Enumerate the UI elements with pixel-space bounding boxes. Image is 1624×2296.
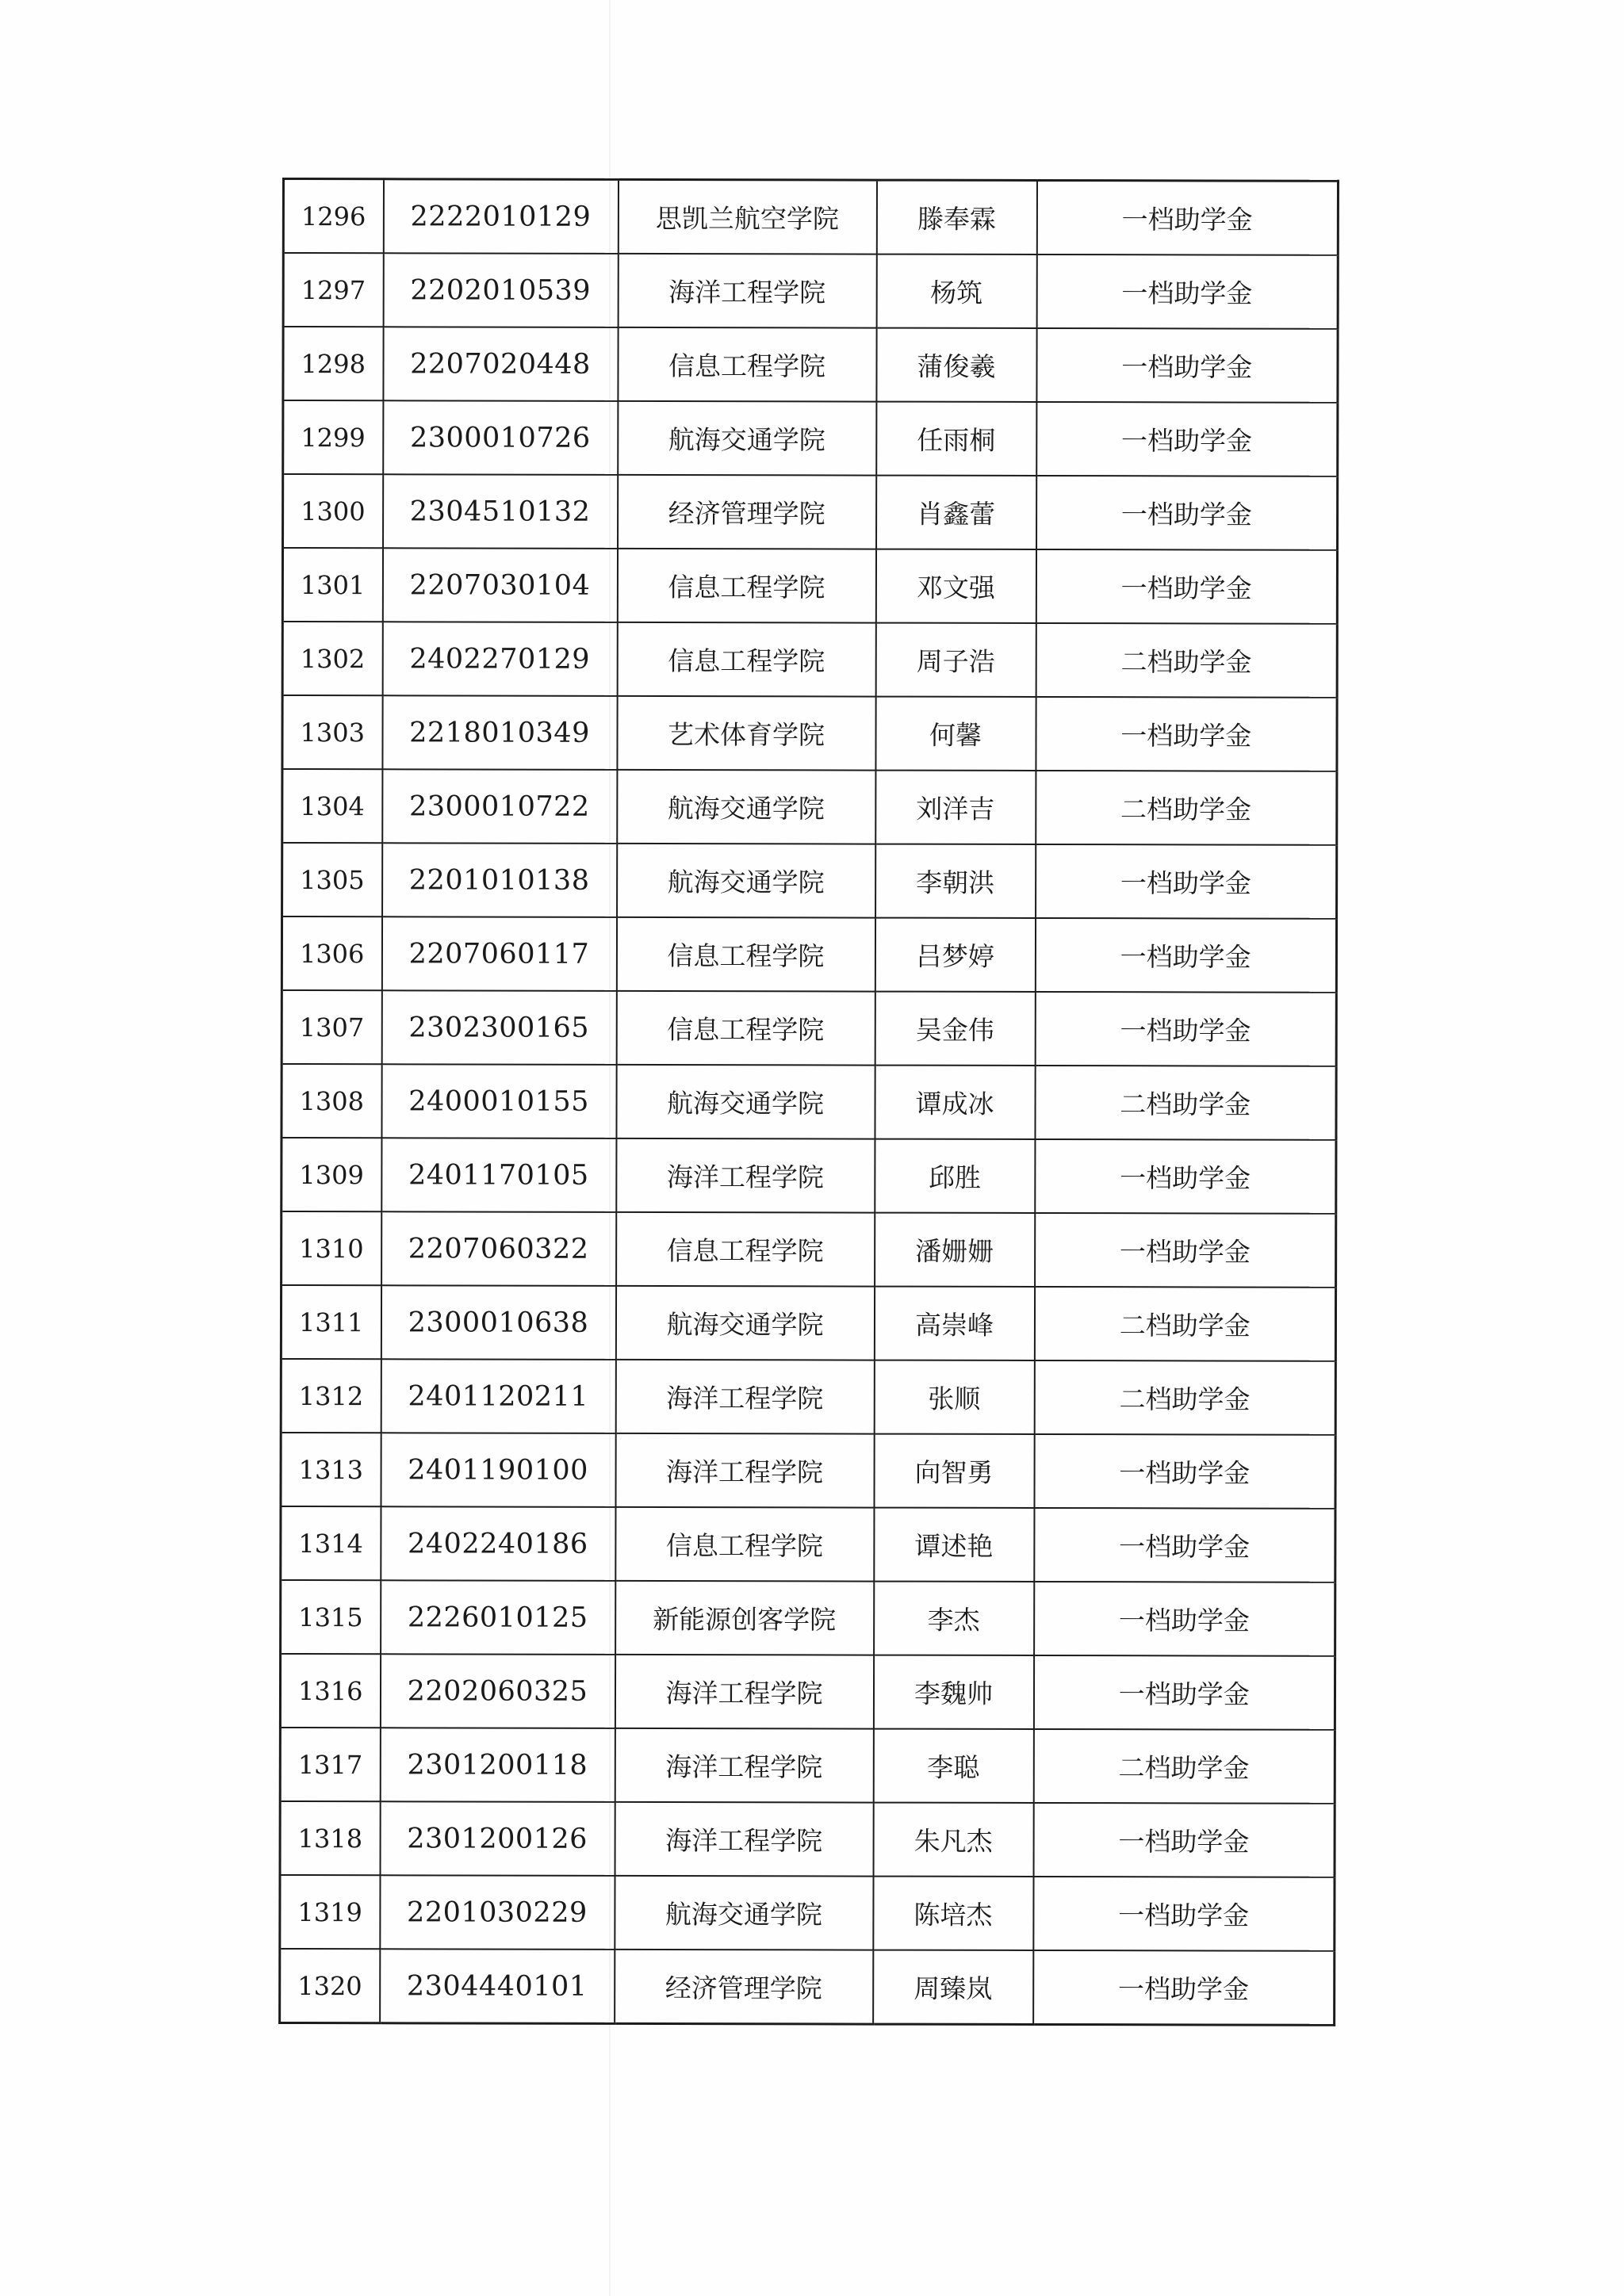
cell-aid-level: 二档助学金 xyxy=(1036,623,1337,698)
cell-student-id: 2202010539 xyxy=(383,253,618,327)
cell-student-id: 2207060322 xyxy=(381,1211,616,1286)
cell-student-id: 2402240186 xyxy=(381,1506,615,1581)
cell-seq-number: 1300 xyxy=(283,474,383,548)
cell-student-id: 2402270129 xyxy=(382,622,617,696)
cell-student-name: 李杰 xyxy=(874,1582,1034,1655)
table-row xyxy=(281,1433,1335,1509)
cell-college: 经济管理学院 xyxy=(615,1950,873,2024)
table-row xyxy=(280,1949,1335,2025)
cell-seq-number: 1299 xyxy=(283,400,383,474)
cell-seq-number: 1314 xyxy=(281,1506,381,1580)
cell-student-name: 谭成冰 xyxy=(875,1066,1035,1139)
table-row xyxy=(283,400,1338,476)
cell-student-id: 2226010125 xyxy=(381,1580,615,1655)
cell-aid-level: 一档助学金 xyxy=(1033,1877,1335,1951)
cell-seq-number: 1312 xyxy=(281,1359,381,1433)
cell-college: 信息工程学院 xyxy=(616,1212,875,1287)
cell-seq-number: 1303 xyxy=(282,695,382,769)
table-row xyxy=(280,1801,1335,1877)
cell-student-id: 2401190100 xyxy=(381,1433,615,1507)
table-row xyxy=(282,622,1337,698)
cell-aid-level: 一档助学金 xyxy=(1036,402,1338,476)
table-row xyxy=(280,1654,1335,1730)
table-row xyxy=(283,253,1338,329)
cell-college: 航海交通学院 xyxy=(615,1876,873,1950)
cell-seq-number: 1298 xyxy=(283,327,383,400)
cell-student-id: 2302300165 xyxy=(381,990,616,1065)
cell-college: 经济管理学院 xyxy=(618,475,876,549)
cell-student-id: 2300010726 xyxy=(383,400,618,475)
table-row xyxy=(280,1875,1335,1951)
cell-student-name: 肖鑫蕾 xyxy=(876,476,1036,549)
cell-student-name: 邓文强 xyxy=(875,549,1036,623)
table-row xyxy=(283,474,1338,550)
cell-aid-level: 二档助学金 xyxy=(1036,771,1337,845)
cell-college: 信息工程学院 xyxy=(617,622,875,697)
cell-aid-level: 一档助学金 xyxy=(1034,1582,1335,1656)
cell-aid-level: 一档助学金 xyxy=(1036,697,1337,771)
table-row xyxy=(282,1138,1336,1214)
table-row xyxy=(281,1506,1335,1582)
cell-college: 海洋工程学院 xyxy=(615,1433,874,1508)
table-row xyxy=(281,1580,1335,1656)
cell-student-id: 2207020448 xyxy=(383,327,618,401)
cell-college: 海洋工程学院 xyxy=(615,1360,874,1434)
table-row xyxy=(282,843,1337,919)
cell-student-name: 向智勇 xyxy=(874,1434,1034,1508)
cell-student-name: 任雨桐 xyxy=(876,402,1036,476)
cell-student-name: 李朝洪 xyxy=(875,844,1036,918)
cell-seq-number: 1318 xyxy=(280,1801,380,1875)
cell-student-name: 吴金伟 xyxy=(875,992,1035,1066)
cell-seq-number: 1307 xyxy=(282,990,381,1064)
cell-college: 信息工程学院 xyxy=(615,1507,874,1582)
cell-seq-number: 1320 xyxy=(280,1949,380,2023)
cell-student-id: 2202060325 xyxy=(380,1654,615,1728)
table-row xyxy=(281,1285,1335,1361)
cell-student-name: 邱胜 xyxy=(875,1139,1035,1213)
cell-college: 信息工程学院 xyxy=(616,917,875,992)
cell-seq-number: 1317 xyxy=(280,1728,380,1801)
table-row xyxy=(282,916,1336,993)
cell-college: 信息工程学院 xyxy=(618,327,876,402)
cell-student-name: 张顺 xyxy=(874,1360,1034,1434)
cell-college: 航海交通学院 xyxy=(617,770,875,844)
table-row xyxy=(283,327,1338,403)
cell-seq-number: 1319 xyxy=(280,1875,380,1949)
cell-student-name: 吕梦婷 xyxy=(875,918,1035,992)
cell-college: 海洋工程学院 xyxy=(615,1655,873,1729)
cell-seq-number: 1297 xyxy=(283,253,383,327)
table-row xyxy=(282,695,1337,771)
table-row xyxy=(282,1211,1336,1288)
cell-college: 航海交通学院 xyxy=(617,844,875,918)
cell-student-id: 2401170105 xyxy=(381,1138,616,1212)
cell-student-name: 朱凡杰 xyxy=(873,1803,1033,1877)
cell-aid-level: 二档助学金 xyxy=(1033,1729,1335,1804)
table-row xyxy=(282,769,1337,845)
table-row xyxy=(282,548,1337,624)
cell-college: 海洋工程学院 xyxy=(616,1138,875,1213)
cell-student-id: 2207030104 xyxy=(382,548,617,622)
cell-college: 航海交通学院 xyxy=(615,1286,874,1360)
cell-student-id: 2304510132 xyxy=(383,474,618,549)
cell-college: 新能源创客学院 xyxy=(615,1581,874,1655)
cell-student-id: 2401120211 xyxy=(381,1359,615,1433)
cell-college: 海洋工程学院 xyxy=(618,254,876,328)
cell-aid-level: 一档助学金 xyxy=(1034,1434,1335,1509)
cell-seq-number: 1310 xyxy=(282,1211,381,1285)
cell-aid-level: 一档助学金 xyxy=(1035,992,1336,1066)
cell-student-id: 2222010129 xyxy=(383,179,618,254)
table-row xyxy=(280,1728,1335,1804)
cell-aid-level: 一档助学金 xyxy=(1036,180,1338,254)
cell-college: 海洋工程学院 xyxy=(615,1728,873,1803)
cell-seq-number: 1301 xyxy=(282,548,382,622)
cell-student-id: 2304440101 xyxy=(380,1949,615,2023)
cell-student-id: 2301200118 xyxy=(380,1728,615,1802)
cell-seq-number: 1308 xyxy=(282,1064,381,1138)
cell-aid-level: 一档助学金 xyxy=(1033,1803,1335,1877)
cell-student-id: 2300010722 xyxy=(382,769,617,844)
table-row xyxy=(282,1064,1336,1140)
cell-aid-level: 二档助学金 xyxy=(1035,1066,1336,1140)
cell-seq-number: 1302 xyxy=(282,622,382,695)
cell-student-name: 潘姗姗 xyxy=(875,1213,1035,1287)
cell-aid-level: 一档助学金 xyxy=(1035,1213,1336,1288)
cell-aid-level: 一档助学金 xyxy=(1036,476,1338,550)
cell-aid-level: 一档助学金 xyxy=(1036,328,1338,403)
cell-aid-level: 一档助学金 xyxy=(1033,1655,1335,1730)
cell-student-name: 高崇峰 xyxy=(874,1287,1034,1360)
cell-aid-level: 一档助学金 xyxy=(1034,1508,1335,1582)
cell-seq-number: 1306 xyxy=(282,916,381,990)
cell-student-name: 李魏帅 xyxy=(873,1655,1033,1729)
cell-student-id: 2201030229 xyxy=(380,1875,615,1950)
cell-aid-level: 二档助学金 xyxy=(1034,1287,1335,1361)
cell-college: 信息工程学院 xyxy=(616,991,875,1066)
cell-college: 航海交通学院 xyxy=(616,1065,875,1139)
cell-aid-level: 一档助学金 xyxy=(1035,1139,1336,1214)
cell-student-id: 2218010349 xyxy=(382,695,617,770)
cell-seq-number: 1304 xyxy=(282,769,382,843)
cell-student-name: 蒲俊羲 xyxy=(876,328,1036,402)
cell-student-name: 陈培杰 xyxy=(873,1877,1033,1950)
cell-aid-level: 一档助学金 xyxy=(1035,918,1336,993)
cell-seq-number: 1313 xyxy=(281,1433,381,1506)
table-row xyxy=(281,1359,1335,1435)
cell-student-id: 2300010638 xyxy=(381,1285,615,1360)
cell-aid-level: 一档助学金 xyxy=(1036,549,1337,624)
table-row xyxy=(283,179,1338,255)
cell-aid-level: 一档助学金 xyxy=(1036,254,1338,329)
cell-college: 思凯兰航空学院 xyxy=(618,179,876,254)
cell-student-name: 滕奉霖 xyxy=(876,180,1036,254)
cell-student-id: 2201010138 xyxy=(382,843,617,917)
cell-student-name: 周子浩 xyxy=(875,623,1036,697)
cell-student-id: 2207060117 xyxy=(381,916,616,991)
cell-seq-number: 1296 xyxy=(283,179,383,254)
cell-student-name: 李聪 xyxy=(873,1729,1033,1803)
cell-student-id: 2301200126 xyxy=(380,1801,615,1876)
cell-student-name: 刘洋吉 xyxy=(875,771,1036,844)
cell-student-name: 何馨 xyxy=(875,697,1036,771)
table-body xyxy=(280,179,1339,2026)
cell-student-id: 2400010155 xyxy=(381,1064,616,1138)
student-aid-table xyxy=(278,178,1339,2026)
cell-student-name: 谭述艳 xyxy=(874,1508,1034,1582)
cell-college: 艺术体育学院 xyxy=(617,696,875,771)
cell-student-name: 周臻岚 xyxy=(873,1950,1033,2025)
cell-aid-level: 一档助学金 xyxy=(1036,844,1337,919)
cell-seq-number: 1316 xyxy=(280,1654,380,1728)
cell-seq-number: 1315 xyxy=(281,1580,381,1654)
cell-seq-number: 1309 xyxy=(282,1138,381,1211)
cell-college: 海洋工程学院 xyxy=(615,1802,873,1877)
cell-aid-level: 二档助学金 xyxy=(1034,1360,1335,1435)
cell-seq-number: 1311 xyxy=(281,1285,381,1359)
table-row xyxy=(282,990,1336,1066)
cell-aid-level: 一档助学金 xyxy=(1033,1950,1335,2025)
cell-student-name: 杨筑 xyxy=(876,254,1036,328)
cell-college: 航海交通学院 xyxy=(618,401,876,476)
cell-college: 信息工程学院 xyxy=(617,549,875,623)
cell-seq-number: 1305 xyxy=(282,843,382,916)
